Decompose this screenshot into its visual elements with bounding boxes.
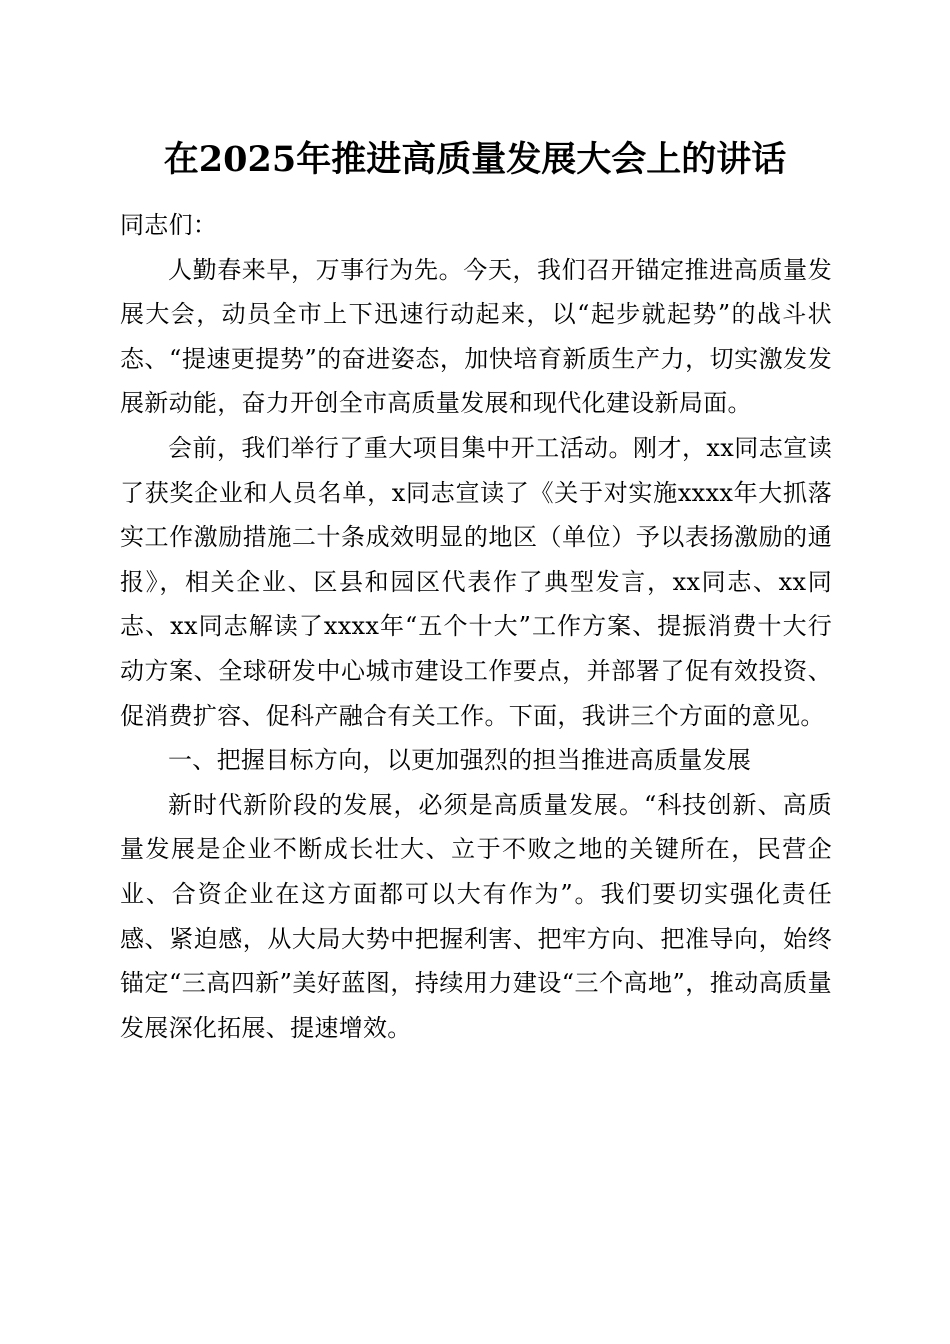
document-body [120,203,832,1050]
salutation: 同志们： [120,211,218,239]
paragraph-meeting-review: 会前，我们举行了重大项目集中开工活动。刚才，xx同志宣读了获奖企业和人员名单，x同志宣读了《关于对实施xxxx年大抓落实工作激励措施二十条成效明显的地区（单位）予以表扬激励的通报》，相关企业、区县和园区代表作了典型发言，xx同志、xx同志、xx同志解读了xxxx年“五个十大”工作方案、提振消费十大行动方案、全球研发中心城市建设工作要点，并部署了促有效投资、促消费扩容、促科产融合有关工作。下面，我讲三个方面的意见。 [120,433,832,730]
paragraph-high-quality-development: 新时代新阶段的发展，必须是高质量发展。“科技创新、高质量发展是企业不断成长壮大、立于不败之地的关键所在，民营企业、合资企业在这方面都可以大有作为”。我们要切实强化责任感、紧迫感，从大局大势中把握利害、把牢方向、把准导向，始终锚定“三高四新”美好蓝图，持续用力建设“三个高地”，推动高质量发展深化拓展、提速增效。 [120,790,832,1042]
document-title: 在2025年推进高质量发展大会上的讲话 [163,139,787,180]
paragraph-opening: 人勤春来早，万事行为先。今天，我们召开锚定推进高质量发展大会，动员全市上下迅速行动起来，以“起步就起势”的战斗状态、“提速更提势”的奋进姿态，加快培育新质生产力，切实激发发展新动能，奋力开创全市高质量发展和现代化建设新局面。 [120,255,832,418]
section-heading-1: 一、把握目标方向，以更加强烈的担当推进高质量发展 [168,746,752,775]
